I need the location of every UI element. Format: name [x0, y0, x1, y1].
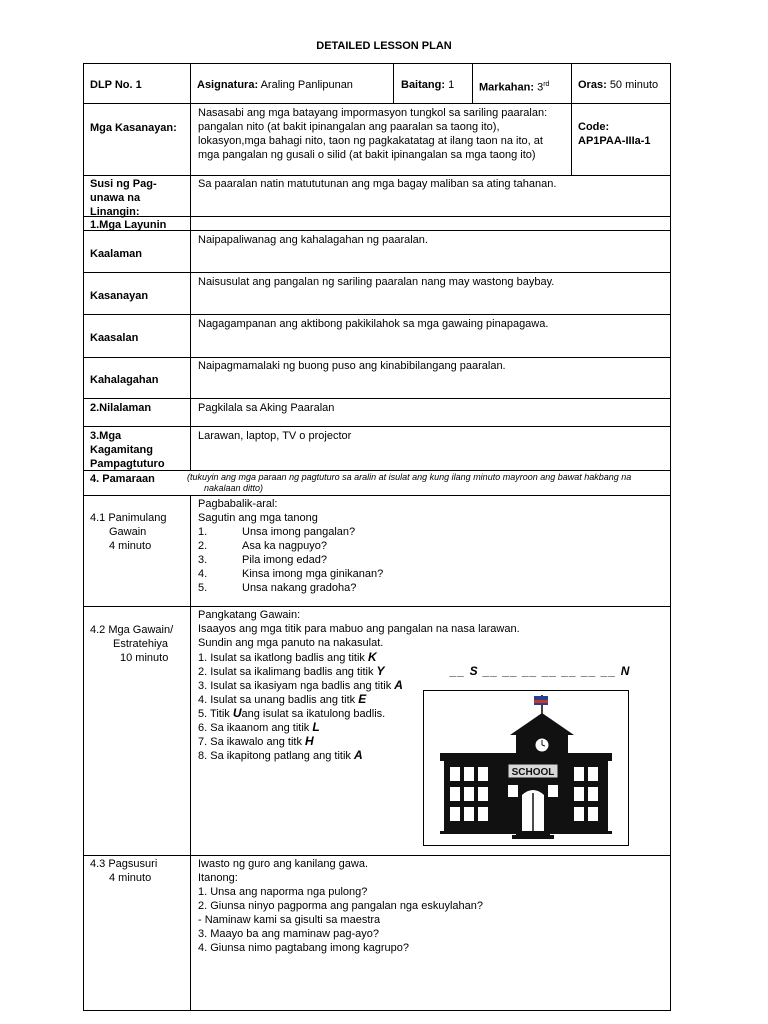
document-title: DETAILED LESSON PLAN	[316, 40, 452, 52]
panimulang-label-1: 4.1 Panimulang	[90, 512, 167, 524]
kagamitan-label-3: Pampagtuturo	[90, 458, 165, 470]
baitang-value: 1	[448, 79, 455, 91]
markahan-label: Markahan:	[479, 81, 535, 94]
panimulang-label-2: Gawain	[109, 526, 147, 538]
pamaraan-note-1: (tukuyin ang mga paraan ng pagtuturo sa aralin at isulat ang kung ilang minuto mayroon ang bawat hakbang na	[187, 472, 632, 482]
oras-value: 50 minuto	[609, 79, 659, 91]
panimulang-heading: Pagbabalik-aral:	[198, 498, 278, 510]
kagamitan-value: Larawan, laptop, TV o projector	[198, 430, 352, 442]
pagsusuri-line-2: Itanong:	[198, 872, 238, 884]
kasanayan-objective-value: Naisusulat ang pangalan ng sariling paaralan nang may wastong baybay.	[198, 276, 555, 288]
gawain-step-8: 8. Sa ikapitong patlang ang titik A	[198, 748, 363, 762]
kasanayan-label: Mga Kasanayan:	[90, 122, 177, 134]
gawain-line-3: Sundin ang mga panuto na nakasulat.	[198, 637, 384, 649]
gawain-step-5: 5. Titik Uang isulat sa ikatulong badlis.	[198, 706, 386, 720]
gawain-line-2: Isaayos ang mga titik para mabuo ang pangalan na nasa larawan.	[198, 623, 520, 635]
pagsusuri-label-2: 4 minuto	[109, 872, 152, 884]
gawain-step-7: 7. Sa ikawalo ang titk H	[198, 734, 314, 748]
gawain-step-1: 1. Isulat sa ikatlong badlis ang titik K	[198, 650, 377, 664]
markahan-suffix: rd	[543, 81, 550, 88]
school-building-illustration	[424, 691, 628, 845]
asignatura-value: Araling Panlipunan	[260, 79, 353, 91]
gawain-step-6: 6. Sa ikaanom ang titik L	[198, 720, 320, 734]
gawain-step-2: 2. Isulat sa ikalimang badlis ang titik Y	[198, 664, 385, 678]
kaasalan-label: Kaasalan	[90, 332, 139, 344]
baitang-cell	[401, 78, 454, 92]
kaasalan-value: Nagagampanan ang aktibong pakikilahok sa mga gawaing pinapagawa.	[198, 318, 549, 330]
panimulang-label-3: 4 minuto	[109, 540, 152, 552]
pagsusuri-line-6: 3. Maayo ba ang maminaw pag-ayo?	[198, 928, 379, 940]
nilalaman-label: 2.Nilalaman	[90, 402, 152, 414]
susi-label-3: Linangin:	[90, 206, 140, 218]
nilalaman-value: Pagkilala sa Aking Paaralan	[198, 402, 335, 414]
gawain-step-3: 3. Isulat sa ikasiyam nga badlis ang titik A	[198, 678, 403, 692]
kaalaman-value: Naipapaliwanag ang kahalagahan ng paaralan.	[198, 234, 428, 246]
pagsusuri-line-3: 1. Unsa ang naporma nga pulong?	[198, 886, 368, 898]
kasanayan-objective-label: Kasanayan	[90, 290, 149, 302]
question-item-5: 5. Unsa nakang gradoha?	[198, 582, 357, 594]
pagsusuri-line-7: 4. Giunsa nimo pagtabang imong kagrupo?	[198, 942, 409, 954]
pamaraan-label: 4. Pamaraan	[90, 473, 155, 485]
school-image	[423, 690, 629, 846]
gawain-label-3: 10 minuto	[120, 652, 169, 664]
kahalagahan-label: Kahalagahan	[90, 374, 159, 386]
school-sign-text: SCHOOL	[511, 767, 555, 778]
layunin-label: 1.Mga Layunin	[90, 219, 167, 231]
gawain-label-2: Estratehiya	[113, 638, 169, 650]
oras-label: Oras:	[578, 79, 607, 91]
letter-puzzle-blanks: __ S __ __ __ __ __ __ __ N	[450, 664, 631, 678]
asignatura-cell	[197, 78, 353, 92]
pagsusuri-label-1: 4.3 Pagsusuri	[90, 858, 158, 870]
kagamitan-label-2: Kagamitang	[90, 444, 153, 456]
kagamitan-label-1: 3.Mga	[90, 430, 122, 442]
kaalaman-label: Kaalaman	[90, 248, 142, 260]
pagsusuri-line-5: - Naminaw kami sa gisulti sa maestra	[198, 914, 381, 926]
question-item-4: 4. Kinsa imong mga ginikanan?	[198, 568, 384, 580]
susi-label-1: Susi ng Pag-	[90, 178, 157, 190]
oras-cell	[578, 78, 658, 92]
gawain-label-1: 4.2 Mga Gawain/	[90, 624, 174, 636]
gawain-step-4: 4. Isulat sa unang badlis ang titk E	[198, 692, 367, 706]
asignatura-label: Asignatura:	[197, 79, 259, 91]
baitang-label: Baitang:	[401, 79, 445, 91]
pamaraan-note-2: nakalaan ditto)	[204, 483, 264, 493]
question-item-1: 1. Unsa imong pangalan?	[198, 526, 356, 538]
markahan-value: 3	[537, 81, 544, 94]
kasanayan-line-4: mga pangalan ng gusali o silid (at bakit ipinangalan sa mga taong ito)	[198, 149, 536, 161]
pagsusuri-line-4: 2. Giunsa ninyo pagporma ang pangalan nga eskuylahan?	[198, 900, 483, 912]
question-item-2: 2. Asa ka nagpuyo?	[198, 540, 328, 552]
question-item-3: 3. Pila imong edad?	[198, 554, 328, 566]
kahalagahan-value: Naipagmamalaki ng buong puso ang kinabibilangang paaralan.	[198, 360, 506, 372]
markahan-cell	[479, 78, 549, 95]
susi-value: Sa paaralan natin matututunan ang mga bagay maliban sa ating tahanan.	[198, 178, 557, 190]
kasanayan-line-1: Nasasabi ang mga batayang impormasyon tungkol sa sariling paaralan:	[198, 107, 548, 119]
kasanayan-line-3: lokasyon,mga bahagi nito, taon ng pagkakatatag at ilang taon na ito, at	[198, 135, 543, 147]
panimulang-intro: Sagutin ang mga tanong	[198, 512, 318, 524]
code-value: AP1PAA-IIIa-1	[578, 135, 651, 147]
dlp-number: DLP No. 1	[90, 79, 142, 91]
susi-label-2: unawa na	[90, 192, 141, 204]
gawain-line-1: Pangkatang Gawain:	[198, 609, 301, 621]
code-label: Code:	[578, 121, 610, 133]
pagsusuri-line-1: Iwasto ng guro ang kanilang gawa.	[198, 858, 369, 870]
kasanayan-line-2: pangalan nito (at bakit ipinangalan ang paaralan sa taong ito),	[198, 121, 500, 133]
